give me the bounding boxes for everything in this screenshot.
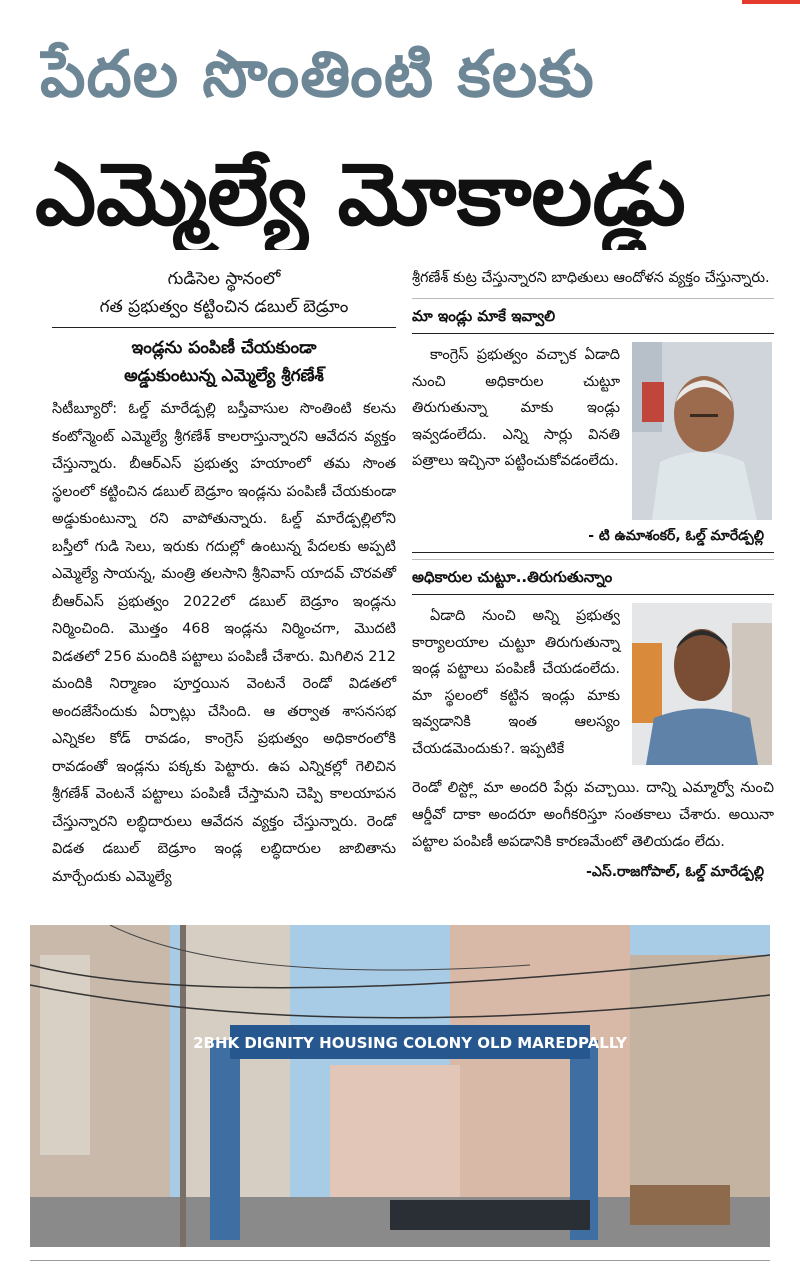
housing-colony-photo <box>30 925 770 1247</box>
subhead-line-1: గుడిసెల స్థానంలో <box>167 269 281 289</box>
headline-line-2: ఎమ్మెల్యే మోకాలడ్డు <box>35 145 686 245</box>
subhead-line-4: అడ్డుకుంటున్న ఎమ్మెల్యే శ్రీగణేశ్ <box>124 366 324 386</box>
article-body-right: శ్రీగణేశ్ కుట్ర చేస్తున్నారని బాధితులు ఆందోళన వ్యక్తం చేస్తున్నారు. <box>412 270 770 286</box>
sidebar-2-attribution: -ఎస్.రాజగోపాల్, ఓల్డ్ మారేడ్పల్లి <box>586 864 764 880</box>
headline-line-1: పేదల సొంతింటి కలకు <box>40 38 595 112</box>
portrait-1-illustration <box>632 342 772 520</box>
sidebar-2-box <box>412 603 774 775</box>
article-body-left: సిటీబ్యూరో: ఓల్డ్ మారేడ్పల్లి బస్తీవాసుల సొంతింటి కలను కంటోన్మెంట్ ఎమ్మెల్యే శ్రీగణేశ్ కాలరాస్తున్నారని ఆవేదన వ్యక్తం చేస్తున్నారు. బీఆర్ఎస్ ప్రభుత్వ హయాంలో తమ సొంత స్థలంలో కట్టించిన డబుల్ బెడ్రూం ఇండ్లను పంపిణీ చేయకుండా అడ్డుకుంటున్నా రని వాపోతున్నారు. ఓల్డ్ మారేడ్పల్లిలోని బస్తీలో గుడి సెలు, ఇరుకు గదుల్లో ఉంటున్న పేదలకు అప్పటి ఎమ్మెల్యే సాయన్న, మంత్రి తలసాని శ్రీనివాస్ యాదవ్ చొరవతో బీఆర్ఎస్ ప్రభుత్వం 2022లో డబుల్ బెడ్రూం ఇండ్లను నిర్మించింది. మొత్తం 468 ఇండ్లను నిర్మించగా, మొదటి విడతలో 256 మందికి పట్టాలు పంపిణీ చేశారు. మిగిలిన 212 మందికి నిర్మాణం పూర్తయిన వెంటనే రెండో విడతలో అందజేసేందుకు ఏర్పాట్లు చేసింది. ఆ తర్వాత శాసనసభ ఎన్నికల కోడ్ రావడం, కాంగ్రెస్ ప్రభుత్వం అధికారంలోకి రావడంతో ఇండ్లను పక్కకు పెట్టారు. ఉప ఎన్నికల్లో గెలిచిన శ్రీగణేశ్ వెంటనే పట్టాలు పంపిణీ చేస్తామని చెప్పి కాలయాపన చేస్తున్నారని లబ్ధిదారులు ఆవేదన వ్యక్తం చేస్తున్నారు. రెండో విడత డబుల్ బెడ్రూం ఇండ్ల లబ్ధిదారుల జాబితాను మార్చేందుకు ఎమ్మెల్యే <box>52 401 396 885</box>
left-column <box>52 265 396 891</box>
subhead-line-3: ఇండ్లను పంపిణీ చేయకుండా <box>131 338 317 358</box>
portrait-2-illustration <box>632 603 772 765</box>
housing-colony-illustration <box>30 925 770 1247</box>
right-column <box>412 265 774 888</box>
sidebar-1-attribution: - టి ఉమాశంకర్, ఓల్డ్ మారేడ్పల్లి <box>412 524 774 553</box>
sidebar-1-heading: మా ఇండ్లు మాకే ఇవ్వాలి <box>412 298 774 334</box>
subhead-line-2: గత ప్రభుత్వం కట్టించిన డబుల్ బెడ్రూం <box>99 297 349 317</box>
sidebar-2-quote: ఏడాది నుంచి అన్ని ప్రభుత్వ కార్యాలయాల చుట్టూ తిరుగుతున్నా ఇండ్ల పట్టాలు పంపిణీ చేయడంలేదు. మా స్థలంలో కట్టిన ఇండ్లు మాకు ఇవ్వడానికి ఇంత ఆలస్యం చేయడమెందుకు?. ఇప్పటికే <box>412 608 620 757</box>
bottom-divider <box>30 1260 770 1261</box>
sidebar-2-heading: అధికారుల చుట్టూ..తిరుగుతున్నాం <box>412 559 774 595</box>
subhead-divider <box>52 327 396 328</box>
portrait-photo-2 <box>632 603 772 765</box>
portrait-photo-1 <box>632 342 772 520</box>
arch-sign-text: 2BHK DIGNITY HOUSING COLONY OLD MAREDPALLY <box>193 1034 627 1052</box>
sidebar-1-quote: కాంగ్రెస్ ప్రభుత్వం వచ్చాక ఏడాది నుంచి అధికారుల చుట్టూ తిరుగుతున్నా మాకు ఇండ్లు ఇవ్వడంలేదు. ఎన్ని సార్లు వినతి పత్రాలు ఇచ్చినా పట్టించుకోవడంలేదు. <box>412 347 620 469</box>
sidebar-1-box <box>412 342 774 512</box>
corner-accent-mark <box>742 0 800 4</box>
sidebar-2-continued: రెండో లిస్ట్లో మా అందరి పేర్లు వచ్చాయి. దాన్ని ఎమ్మార్వో నుంచి ఆర్డీవో దాకా అందరూ అంగీకరిస్తూ సంతకాలు చేశారు. అయినా పట్టాల పంపిణీ అపడానికి కారణమేంటో తెలియడం లేదు. <box>412 780 774 850</box>
